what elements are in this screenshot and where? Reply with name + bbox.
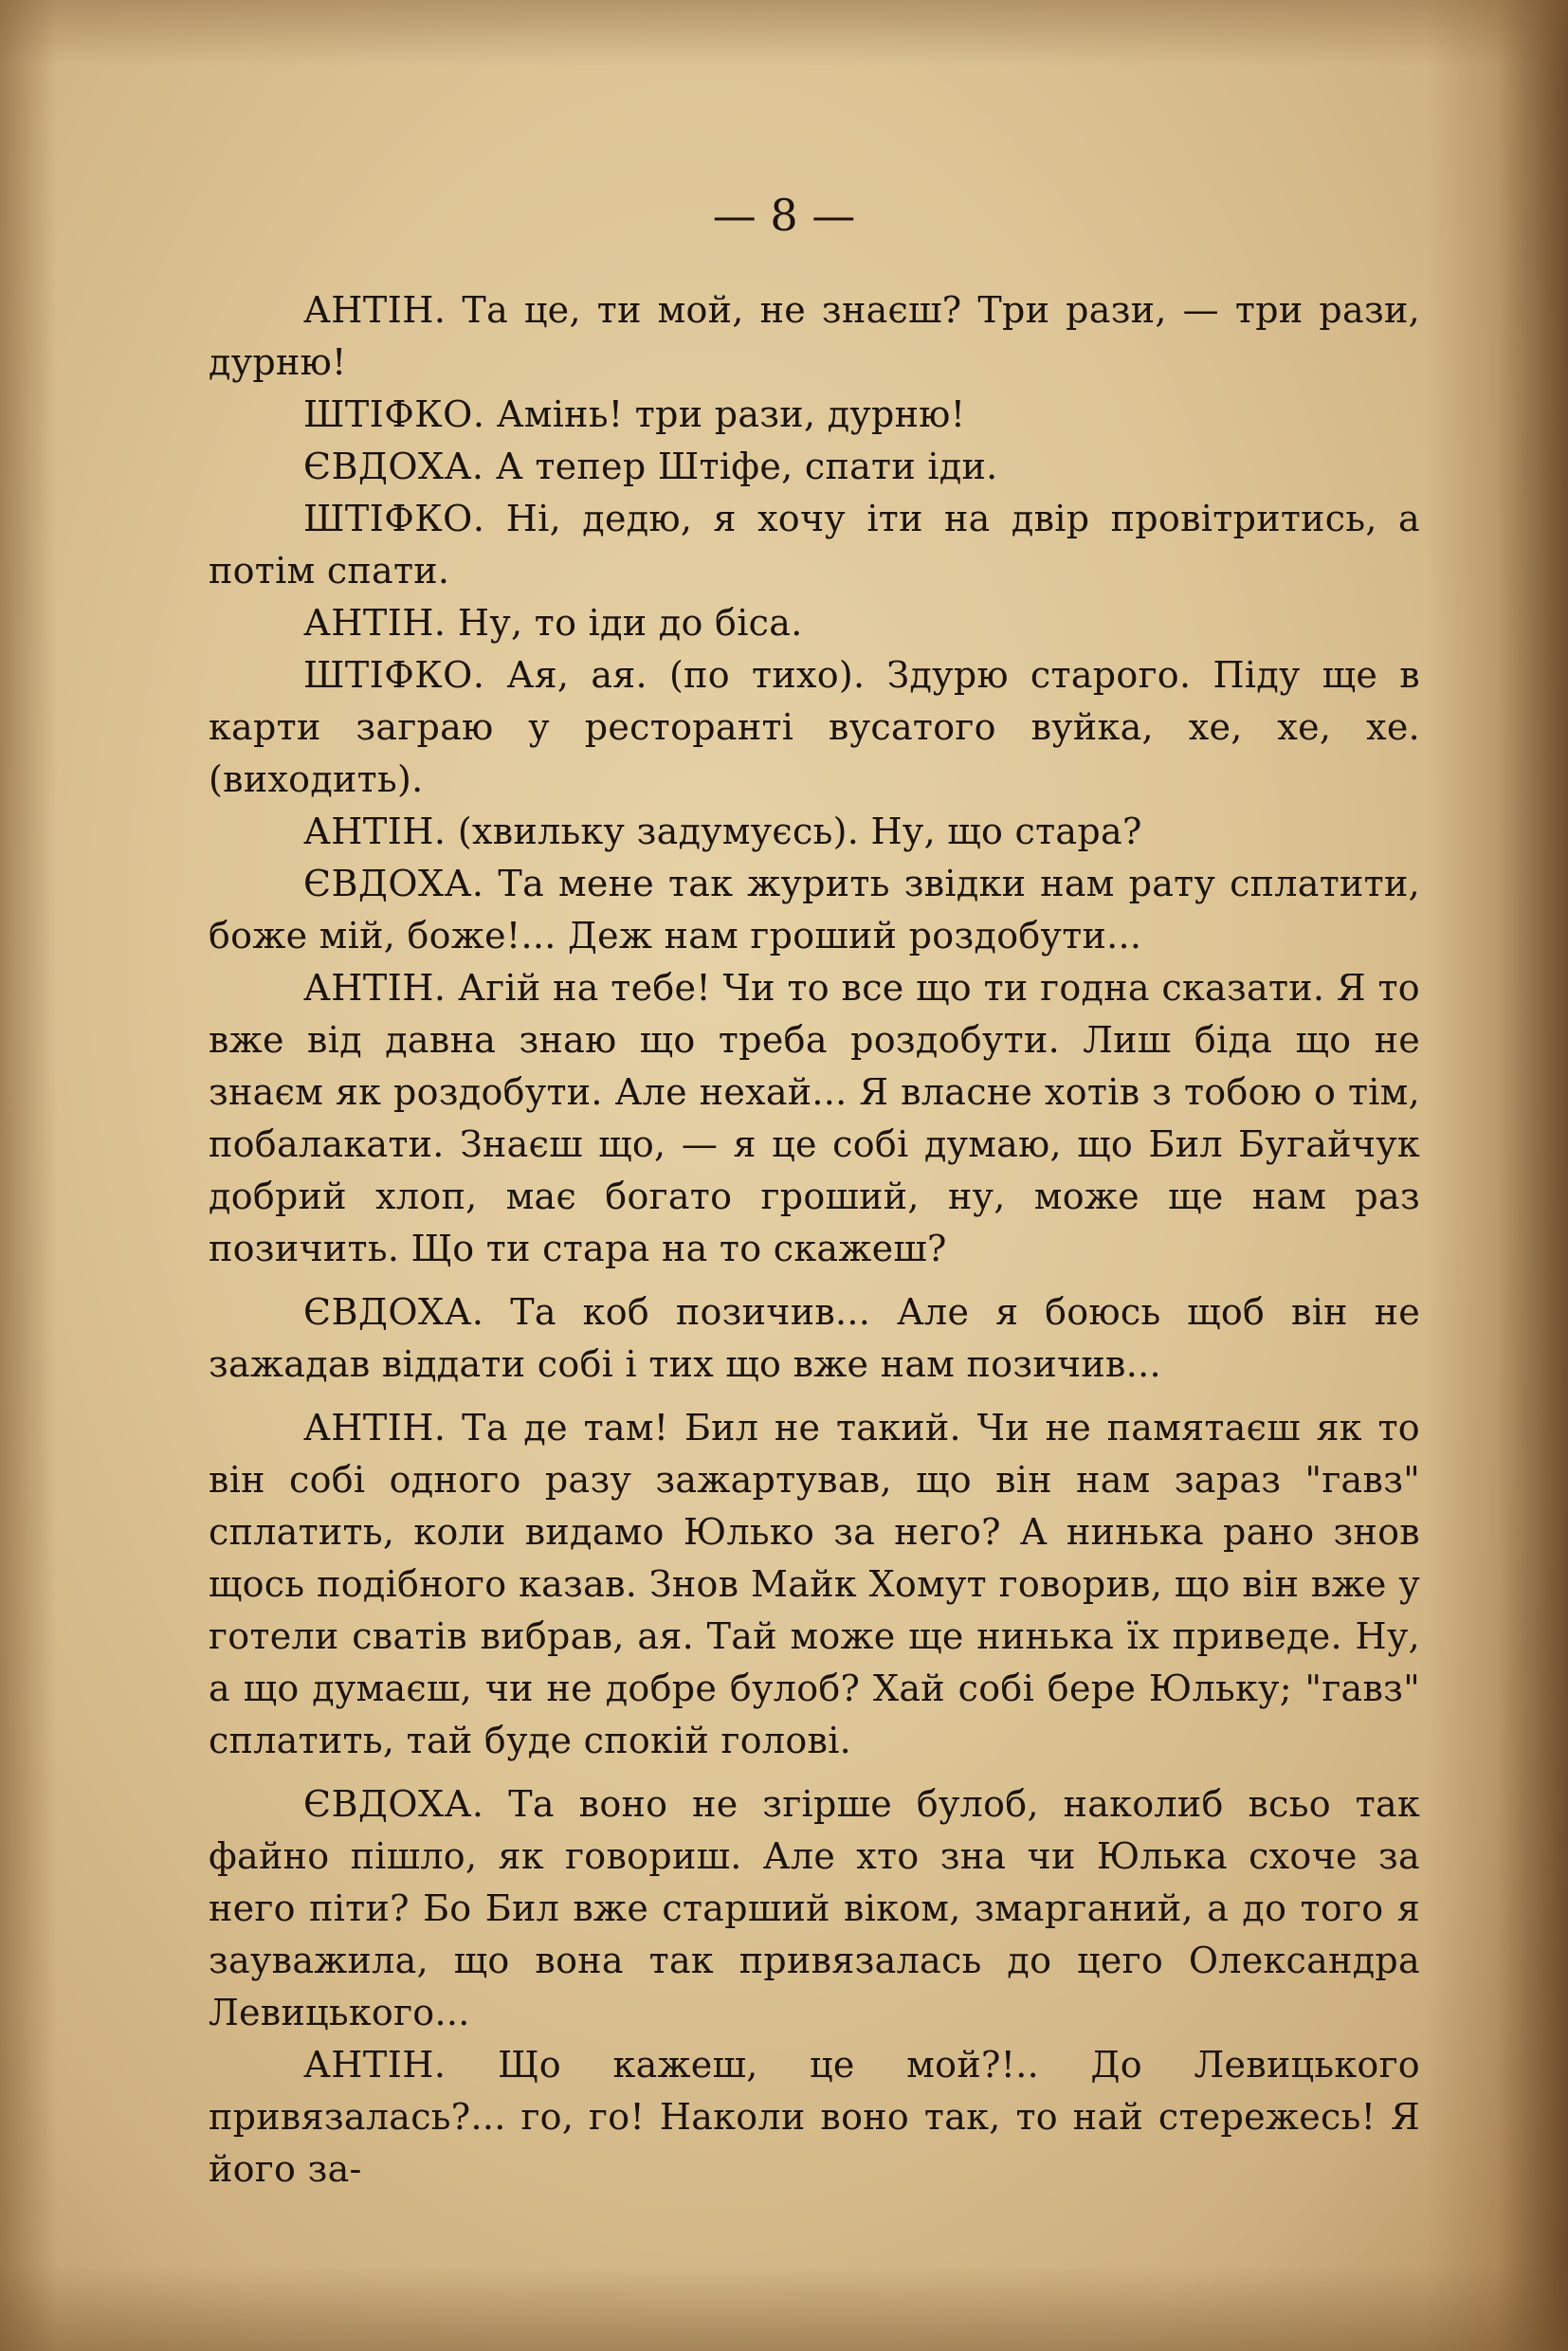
- dialogue-paragraph: [209, 389, 1420, 441]
- dialogue-text: (хвильку задумуєсь). Ну, що стара?: [457, 811, 1142, 852]
- page-edge-shadow-right: [1426, 0, 1568, 2351]
- page-number: — 8 —: [712, 190, 856, 241]
- speaker-name: ЄВДОХА.: [303, 446, 484, 487]
- dialogue-text: Агій на тебе! Чи то все що ти годна сказати. Я то вже від давна знаю що треба роздобути. Лиш біда що не знаєм як роздобути. Але нехай... Я власне хотів з тобою о тім, побалакати. Знаєш що, — я це собі думаю, що Бил Бугайчук добрий хлоп, має богато гроший, ну, може ще нам раз позичить. Що ти стара на то скажеш?: [209, 967, 1420, 1269]
- speaker-name: ЄВДОХА.: [303, 1783, 484, 1825]
- speaker-name: ШТІФКО.: [303, 393, 485, 435]
- speaker-name: АНТІН.: [303, 811, 447, 852]
- dialogue-paragraph: [209, 2039, 1420, 2196]
- dialogue-text: А тепер Штіфе, спати іди.: [495, 446, 998, 487]
- dialogue-paragraph: [209, 806, 1420, 858]
- speaker-name: АНТІН.: [303, 1407, 447, 1449]
- dialogue-paragraph: [209, 441, 1420, 493]
- speaker-name: АНТІН.: [303, 2044, 447, 2086]
- page-edge-shadow-bottom: [0, 2266, 1568, 2351]
- dialogue-paragraph: [209, 493, 1420, 597]
- dialogue-paragraph: [209, 284, 1420, 389]
- dialogue-paragraph: [209, 1778, 1420, 2039]
- dialogue-text: Та воно не згірше булоб, наколиб всьо так файно пішло, як говориш. Але хто зна чи Юлька схоче за него піти? Бо Бил вже старший віком, змарганий, а до того я зауважила, що вона так привязалась до цего Олександра Левицького...: [209, 1783, 1420, 2033]
- dialogue-text: Амінь! три рази, дурню!: [496, 393, 966, 435]
- dialogue-text: Та де там! Бил не такий. Чи не памятаєш як то він собі одного разу зажартував, що він нам зараз "гавз" сплатить, коли видамо Юлько за него? А нинька рано знов щось подібного казав. Знов Майк Хомут говорив, що він вже у готели сватів вибрав, ая. Тай може ще нинька їх приведе. Ну, а що думаєш, чи не добре булоб? Хай собі бере Юльку; "гавз" сплатить, тай буде спокій голові.: [209, 1407, 1420, 1761]
- dialogue-text: Та коб позичив... Але я боюсь щоб він не зажадав віддати собі і тих що вже нам позичив...: [209, 1291, 1420, 1385]
- speaker-name: АНТІН.: [303, 602, 447, 644]
- dialogue-text: Що кажеш, це мой?!.. До Левицького привязалась?... го, го! Наколи воно так, то най стережесь! Я його за-: [209, 2044, 1420, 2190]
- speaker-name: ЄВДОХА.: [303, 863, 484, 904]
- dialogue-paragraph: [209, 962, 1420, 1275]
- dialogue-paragraph: [209, 597, 1420, 649]
- dialogue-text: Та це, ти мой, не знаєш? Три рази, — три рази, дурню!: [209, 289, 1420, 383]
- speaker-name: ЄВДОХА.: [303, 1291, 484, 1333]
- speaker-name: ШТІФКО.: [303, 498, 485, 539]
- page-body-text: [209, 284, 1420, 2196]
- dialogue-paragraph: [209, 1402, 1420, 1767]
- dialogue-paragraph: [209, 1286, 1420, 1391]
- dialogue-text: Та мене так журить звідки нам рату сплатити, боже мій, боже!... Деж нам гроший роздобути...: [209, 863, 1420, 957]
- page-edge-shadow-left: [0, 0, 57, 2351]
- dialogue-text: Ні, дедю, я хочу іти на двір провітритись, а потім спати.: [209, 498, 1420, 592]
- speaker-name: АНТІН.: [303, 289, 447, 331]
- page-edge-shadow-top: [0, 0, 1568, 66]
- dialogue-paragraph: [209, 858, 1420, 962]
- dialogue-paragraph: [209, 649, 1420, 806]
- speaker-name: ШТІФКО.: [303, 654, 485, 696]
- speaker-name: АНТІН.: [303, 967, 447, 1009]
- dialogue-text: Ая, ая. (по тихо). Здурю старого. Піду ще в карти заграю у ресторанті вусатого вуйка, хе, хе, хе. (виходить).: [209, 654, 1420, 800]
- dialogue-text: Ну, то іди до біса.: [457, 602, 803, 644]
